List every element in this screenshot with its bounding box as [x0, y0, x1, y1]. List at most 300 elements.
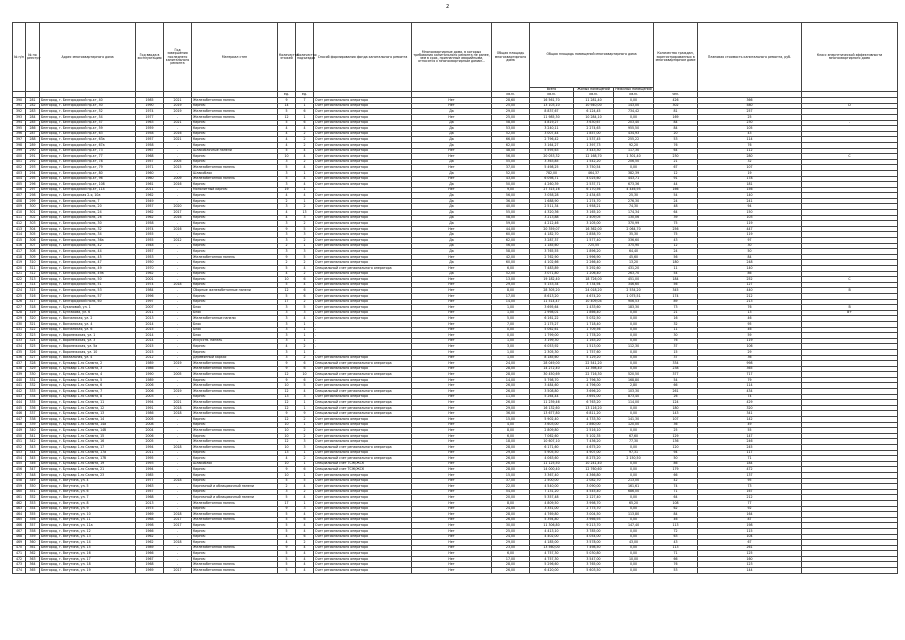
table-cell: 6 098,71	[530, 176, 574, 182]
table-cell: 248	[698, 260, 802, 266]
table-cell: Кирпич	[192, 478, 278, 484]
table-cell: 425	[13, 293, 26, 299]
table-cell: 4 819,27	[530, 120, 574, 126]
table-cell: Нет	[412, 484, 492, 490]
table-cell: 6	[296, 293, 314, 299]
table-cell: 43	[698, 131, 802, 137]
table-cell: 53	[654, 137, 698, 143]
table-cell: 10 241,40	[574, 461, 614, 467]
table-cell: Белгород, г. Белгородская 2-я, 10а	[40, 193, 136, 199]
table-cell: 4 540,00	[530, 484, 574, 490]
table-cell: 1990	[136, 103, 164, 109]
table-cell: 5 394,80	[530, 517, 574, 523]
table-cell: Нет	[412, 282, 492, 288]
table-cell: Железобетонная панель	[192, 568, 278, 574]
table-cell: 421	[13, 271, 26, 277]
table-cell: 11 985,30	[530, 114, 574, 120]
table-cell: 2 998,01	[530, 310, 574, 316]
table-cell: 1	[296, 327, 314, 333]
table-cell: Белгород, г. Вокзальная, ул. 4	[40, 355, 136, 361]
table-cell: 198	[698, 523, 802, 529]
table-cell: 4 545,40	[574, 489, 614, 495]
table-cell: 471	[13, 551, 26, 557]
table-cell: 17	[278, 299, 296, 305]
table-cell: 24,00	[492, 506, 530, 512]
table-cell: 1968	[136, 517, 164, 523]
table-cell: Железобетонная панель	[192, 500, 278, 506]
table-cell: 22,00	[492, 484, 530, 490]
table-cell: 212	[698, 293, 802, 299]
table-cell: Белгород, г. Ватутина, ул. 13	[40, 534, 136, 540]
table-cell: 5 798,70	[530, 377, 574, 383]
table-cell: 164	[698, 512, 802, 518]
table-cell: Железобетонная панель	[192, 383, 278, 389]
table-cell: 44	[654, 182, 698, 188]
unit-cell: ед.	[278, 92, 296, 98]
table-cell: Счет регионального оператора	[314, 249, 412, 255]
table-cell: Нет	[412, 556, 492, 562]
table-cell: 28,00	[492, 366, 530, 372]
table-cell: 439	[13, 372, 26, 378]
table-cell: 213	[698, 299, 802, 305]
table-cell: Белгород, г. Ватутина, ул. 11а	[40, 523, 136, 529]
table-cell: 361	[26, 545, 40, 551]
table-cell: Блок	[192, 327, 278, 333]
table-cell: 406	[13, 187, 26, 193]
table-cell: Да	[412, 238, 492, 244]
table-cell: 10	[278, 461, 296, 467]
table-cell: 257	[698, 109, 802, 115]
table-cell: 3	[278, 310, 296, 316]
table-cell: 3	[278, 221, 296, 227]
table-cell: Нет	[412, 422, 492, 428]
table-cell: 419	[13, 260, 26, 266]
table-cell: 26,00	[492, 389, 530, 395]
table-cell: 4,00	[492, 422, 530, 428]
table-cell: 97	[698, 238, 802, 244]
table-cell: Нет	[412, 523, 492, 529]
table-cell: 107	[698, 165, 802, 171]
table-cell: Счет регионального оператора	[314, 243, 412, 249]
table-cell: B	[802, 288, 898, 294]
table-cell: -	[164, 344, 192, 350]
table-cell: 12	[278, 417, 296, 423]
table-cell: Белгород, г. Волчанская, ул. 2	[40, 316, 136, 322]
table-cell: 4	[278, 540, 296, 546]
table-cell: Да	[412, 126, 492, 132]
table-cell: 1962	[136, 534, 164, 540]
table-cell: Счет регионального оператора	[314, 433, 412, 439]
table-cell: 1957	[136, 159, 164, 165]
table-cell: 4	[278, 210, 296, 216]
table-cell: Счет регионального оператора	[314, 540, 412, 546]
table-cell: Нет	[412, 394, 492, 400]
table-cell: 1	[296, 187, 314, 193]
table-cell: 1994	[136, 467, 164, 473]
table-cell: Счет регионального оператора	[314, 176, 412, 182]
table-cell: 404	[13, 176, 26, 182]
table-cell: 4	[296, 176, 314, 182]
table-cell: 1968	[136, 562, 164, 568]
table-cell: Счет регионального оператора	[314, 439, 412, 445]
table-cell: Да	[412, 232, 492, 238]
table-cell: 2011	[136, 310, 164, 316]
table-cell: 5	[278, 120, 296, 126]
table-cell: Белгород, г. Белгородский полк, 34	[40, 232, 136, 238]
table-cell: Белгород, г. Ватутина, ул. 17	[40, 556, 136, 562]
table-cell: 5,00	[492, 316, 530, 322]
table-cell: Нет	[412, 517, 492, 523]
table-cell: Счет регионального оператора	[314, 450, 412, 456]
header-num-reg: № по реестру	[26, 23, 40, 92]
table-cell: 11,00	[492, 394, 530, 400]
table-cell: 1	[296, 103, 314, 109]
table-cell: 350	[26, 484, 40, 490]
table-cell: Нет	[412, 114, 492, 120]
table-cell: Нет	[412, 103, 492, 109]
table-cell: 14,00	[492, 299, 530, 305]
table-cell: 370,99	[614, 221, 654, 227]
table-cell: 307	[26, 243, 40, 249]
table-cell: 0,00	[614, 428, 654, 434]
table-cell: 42	[654, 478, 698, 484]
table-cell: Счет регионального оператора	[314, 528, 412, 534]
table-cell: 71	[698, 456, 802, 462]
table-cell: Нет	[412, 338, 492, 344]
table-cell: Белгород, г. Белгородский пр-кт, 108	[40, 182, 136, 188]
unit-cell: кв.м.	[574, 92, 614, 98]
table-cell: 73	[698, 484, 802, 490]
header-wall-material: Материал стен	[192, 23, 278, 92]
table-cell: 10	[278, 154, 296, 160]
table-cell: 12	[654, 170, 698, 176]
table-cell: 75	[654, 232, 698, 238]
table-cell: 2 516,10	[574, 428, 614, 434]
table-cell: 1 206,40	[574, 271, 614, 277]
table-cell: 2	[296, 355, 314, 361]
table-cell: 9	[278, 226, 296, 232]
table-cell: 2 434,63	[574, 193, 614, 199]
table-cell: 50	[698, 249, 802, 255]
table-cell: 403	[13, 170, 26, 176]
table-cell: -	[314, 333, 412, 339]
table-cell: 342	[26, 439, 40, 445]
table-cell: 104	[698, 534, 802, 540]
table-cell: Счет регионального оператора	[314, 517, 412, 523]
table-cell: 15	[654, 349, 698, 355]
table-cell: Нет	[412, 405, 492, 411]
table-cell: 357	[26, 523, 40, 529]
table-cell: 1994	[136, 400, 164, 406]
table-cell: 1,00	[492, 305, 530, 311]
table-cell: Белгород, г. Белгородский полк, 36а	[40, 238, 136, 244]
table-cell: Белгород, г. Ватутина, ул. 19	[40, 568, 136, 574]
table-cell: 1	[296, 400, 314, 406]
table-cell: Белгород, г. Белгородский пр-кт, 78	[40, 159, 136, 165]
table-cell: 84	[654, 126, 698, 132]
table-cell: 178	[698, 176, 802, 182]
table-cell: 455	[13, 461, 26, 467]
table-cell: Сборные железобетонные панели	[192, 288, 278, 294]
table-cell: Да	[412, 249, 492, 255]
table-cell: Счет регионального оператора	[314, 131, 412, 137]
table-cell: Счет регионального оператора	[314, 198, 412, 204]
table-cell: 1955	[136, 238, 164, 244]
table-cell: 4 675,20	[574, 445, 614, 451]
table-cell: 4	[296, 568, 314, 574]
table-cell: -	[164, 333, 192, 339]
table-cell: 94	[654, 450, 698, 456]
table-cell: Счет регионального оператора	[314, 165, 412, 171]
table-cell: 3	[278, 327, 296, 333]
table-cell: -	[164, 221, 192, 227]
table-cell: 323	[26, 333, 40, 339]
unit-cell: кв.м.	[492, 92, 530, 98]
table-cell: Белгород, г. Белгородский полк, 51	[40, 282, 136, 288]
table-cell: 0,00	[614, 98, 654, 104]
table-cell: 2006	[136, 433, 164, 439]
table-cell: 360	[26, 540, 40, 546]
table-cell: 2	[296, 344, 314, 350]
table-cell: 4	[296, 556, 314, 562]
table-cell: 2007	[136, 305, 164, 311]
table-cell: 3 071,80	[530, 271, 574, 277]
table-cell: 0,00	[614, 534, 654, 540]
table-cell: 25	[698, 114, 802, 120]
table-cell: 5 292,60	[574, 266, 614, 272]
table-cell: 46	[654, 517, 698, 523]
table-cell: 4	[278, 142, 296, 148]
table-cell: 428	[13, 310, 26, 316]
table-cell: Кирпич	[192, 422, 278, 428]
table-cell: 10 284,10	[574, 114, 614, 120]
table-cell: 44,00	[492, 226, 530, 232]
table-cell: 321	[26, 321, 40, 327]
table-cell: 410	[13, 210, 26, 216]
table-cell: Искусств. панель	[192, 338, 278, 344]
table-cell: 473	[13, 562, 26, 568]
table-cell: 26,00	[492, 568, 530, 574]
table-cell: 290	[26, 148, 40, 154]
table-cell: 415	[13, 238, 26, 244]
table-cell: 20	[654, 131, 698, 137]
table-cell: 293	[26, 165, 40, 171]
table-cell: 5	[278, 165, 296, 171]
table-cell: 2 500,00	[530, 478, 574, 484]
table-cell: 10	[278, 433, 296, 439]
table-cell: 5 357,48	[530, 495, 574, 501]
table-cell: 2015	[136, 344, 164, 350]
table-cell: 2020	[164, 204, 192, 210]
table-cell: 449	[13, 428, 26, 434]
table-cell: Кирпич	[192, 221, 278, 227]
table-cell: 2016	[164, 226, 192, 232]
table-cell: 3	[278, 338, 296, 344]
table-cell: 4	[278, 344, 296, 350]
table-cell: Специальный счет ТСЖ/ЖСК	[314, 467, 412, 473]
table-cell: 1993	[136, 461, 164, 467]
table-cell: 4	[278, 131, 296, 137]
table-cell: Нет	[412, 478, 492, 484]
table-cell: 394	[13, 120, 26, 126]
table-cell: 28 305,20	[530, 288, 574, 294]
table-cell: Счет регионального оператора	[314, 277, 412, 283]
table-cell: Счет регионального оператора	[314, 215, 412, 221]
table-cell: Специальный счет ТСЖ/ЖСК	[314, 461, 412, 467]
table-cell: 11 281,40	[574, 98, 614, 104]
table-cell: Счет регионального оператора	[314, 120, 412, 126]
table-cell: 3 090,00	[574, 484, 614, 490]
table-cell: Белгород, г. Ватутина, ул. 11	[40, 517, 136, 523]
table-cell: Белгород, г. Ватутина, ул. 8	[40, 500, 136, 506]
table-cell: 10	[278, 383, 296, 389]
table-cell: 184	[698, 461, 802, 467]
header-year-repair: Год завершения последнего капитального ремонта	[164, 23, 192, 92]
table-cell: 1948	[136, 243, 164, 249]
table-cell: Нет	[412, 154, 492, 160]
table-cell: Счет регионального оператора	[314, 377, 412, 383]
table-cell: 52,00	[492, 271, 530, 277]
table-cell: Железобетонная панель	[192, 114, 278, 120]
table-cell: Нет	[412, 528, 492, 534]
table-cell: 29,00	[492, 405, 530, 411]
table-cell: 1 757,60	[574, 349, 614, 355]
table-cell: 6 420,00	[530, 568, 574, 574]
table-cell: Нет	[412, 428, 492, 434]
table-cell: 180	[654, 260, 698, 266]
table-cell: 352	[26, 495, 40, 501]
table-cell: Нет	[412, 568, 492, 574]
table-cell: 4	[296, 165, 314, 171]
table-cell: 56	[654, 254, 698, 260]
table-cell: Кирпич	[192, 467, 278, 473]
table-cell: Кирпич	[192, 142, 278, 148]
header-area-residential: Жилых помещений	[574, 88, 614, 92]
table-cell: Блок	[192, 305, 278, 311]
table-cell: 71	[654, 551, 698, 557]
table-cell: 464,37	[574, 170, 614, 176]
table-cell: -	[164, 154, 192, 160]
table-cell: 0,00	[614, 114, 654, 120]
table-cell: 1994	[136, 445, 164, 451]
table-cell: Нет	[412, 293, 492, 299]
table-cell: 0,00	[614, 405, 654, 411]
table-cell: -	[314, 187, 412, 193]
table-cell: Нет	[412, 288, 492, 294]
table-cell: 1984	[136, 288, 164, 294]
table-cell: -	[164, 484, 192, 490]
table-cell: 55	[698, 428, 802, 434]
table-cell: 14 000,40	[530, 467, 574, 473]
table-cell: Белгород, г. Бульвар 1-го Салюта, 16	[40, 439, 136, 445]
table-cell: 84	[698, 254, 802, 260]
table-cell: 36	[698, 355, 802, 361]
table-cell: 37,00	[492, 478, 530, 484]
table-cell: 2001	[136, 277, 164, 283]
table-cell: 2018	[164, 405, 192, 411]
table-cell: 1	[296, 461, 314, 467]
table-cell: 56,00	[492, 193, 530, 199]
table-cell: Кирпич	[192, 232, 278, 238]
table-cell: 4	[296, 484, 314, 490]
table-cell: 411	[13, 215, 26, 221]
table-cell: Кирпич	[192, 540, 278, 546]
table-cell: 52,00	[492, 170, 530, 176]
table-cell: 66,00	[492, 137, 530, 143]
table-cell: Счет регионального оператора	[314, 394, 412, 400]
table-cell: Железобетонная панель	[192, 165, 278, 171]
table-cell: 308	[26, 249, 40, 255]
table-cell: 261	[654, 389, 698, 395]
table-cell: 13 677,80	[530, 411, 574, 417]
table-cell: 5 296,60	[530, 562, 574, 568]
table-cell: Счет регионального оператора	[314, 98, 412, 104]
table-cell: 2021	[164, 98, 192, 104]
table-cell: 298	[26, 193, 40, 199]
table-cell: 6 811,20	[574, 411, 614, 417]
table-cell: 8 275,20	[574, 456, 614, 462]
table-cell: 4 733,30	[574, 417, 614, 423]
table-cell: 356	[26, 517, 40, 523]
table-cell: Белгород, г. Ватутина, ул. 18	[40, 562, 136, 568]
table-cell: -	[164, 433, 192, 439]
table-cell: 1959	[136, 126, 164, 132]
unit-cell: чел.	[654, 92, 698, 98]
table-cell: 10	[296, 372, 314, 378]
table-cell: 50	[654, 456, 698, 462]
table-cell: -	[164, 170, 192, 176]
table-cell: 782,00	[530, 170, 574, 176]
table-cell: 2021	[164, 120, 192, 126]
table-cell: 49	[698, 422, 802, 428]
table-cell: 4	[296, 126, 314, 132]
table-cell: 26,00	[492, 456, 530, 462]
table-cell: 3 603,00	[530, 422, 574, 428]
table-cell: -	[164, 293, 192, 299]
table-cell: Белгород, г. Ватутина, ул. 14	[40, 540, 136, 546]
table-cell: Белгород, г. Бульвар 1-го Салюта, 13	[40, 411, 136, 417]
table-cell: 331	[26, 377, 40, 383]
table-cell: 24 018,20	[574, 288, 614, 294]
table-cell: 26,00	[492, 383, 530, 389]
table-cell: 0,00	[614, 349, 654, 355]
table-cell: 463	[13, 506, 26, 512]
table-cell: Кирпич	[192, 349, 278, 355]
table-cell: 2017	[164, 210, 192, 216]
table-cell: 451	[13, 439, 26, 445]
table-cell: -	[164, 266, 192, 272]
table-cell: -	[314, 349, 412, 355]
table-cell: 2	[278, 260, 296, 266]
table-cell: 320	[26, 316, 40, 322]
table-cell: 3 765,55	[530, 249, 574, 255]
table-cell: 325	[26, 344, 40, 350]
table-cell: Счет регионального оператора	[314, 282, 412, 288]
table-cell: 92	[698, 506, 802, 512]
table-cell: 417	[13, 249, 26, 255]
table-cell: 998	[698, 361, 802, 367]
table-cell: 6	[296, 120, 314, 126]
table-cell: 4 413,10	[530, 528, 574, 534]
table-cell: Счет регионального оператора	[314, 551, 412, 557]
table-cell: 3 363,85	[530, 159, 574, 165]
table-cell: 3 165,10	[574, 210, 614, 216]
table-cell: 0,00	[492, 327, 530, 333]
table-cell: 295	[26, 176, 40, 182]
table-cell: 28 049,00	[530, 361, 574, 367]
table-cell: Железобетонная панель	[192, 400, 278, 406]
table-cell: 1966	[136, 551, 164, 557]
